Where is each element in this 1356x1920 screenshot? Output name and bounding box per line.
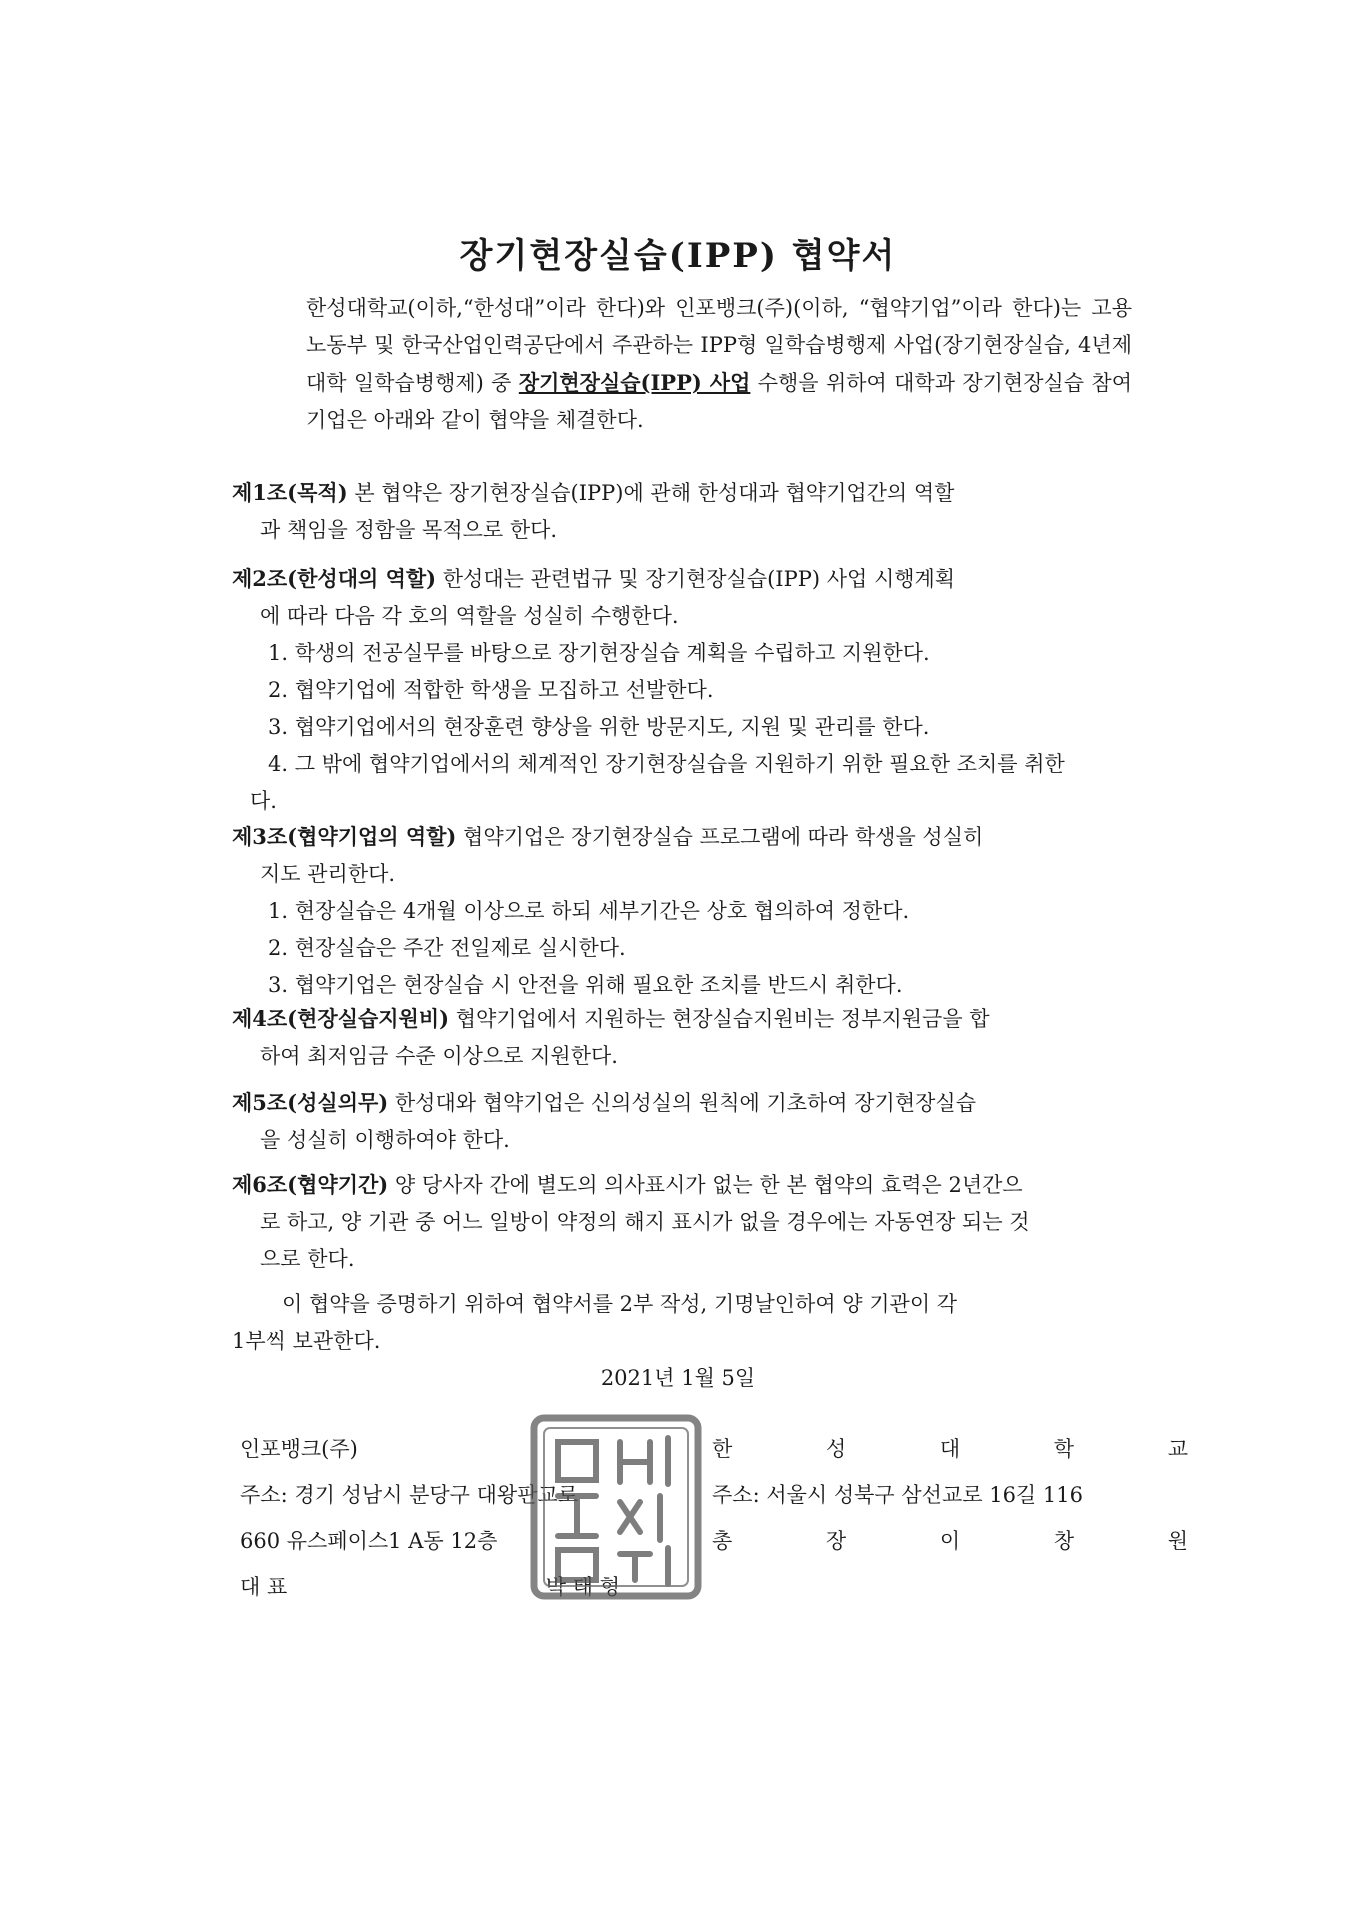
article-2-line [232, 560, 1132, 598]
university-name [712, 1426, 1188, 1472]
article-3-line [232, 818, 1132, 856]
article-3-item-1: 1. 현장실습은 4개월 이상으로 하되 세부기간은 상호 협의하여 정한다. [268, 899, 910, 923]
university-name-char: 대 [939, 1437, 961, 1461]
article-1-line [232, 474, 1132, 512]
representative-name: 박 태 형 [545, 1575, 620, 1599]
article-4-heading: 제4조(현장실습지원비) [232, 1006, 450, 1031]
article-2-continuation: 에 따라 다음 각 호의 역할을 성실히 수행한다. [260, 604, 679, 628]
article-2-item-4: 4. 그 밖에 협약기업에서의 체계적인 장기현장실습을 지원하기 위한 필요한 조치를 취한 [268, 752, 1065, 776]
intro-part2: 수행을 위하여 대학과 장기현장실습 참여 기업은 아래와 같이 협약을 체결한다. [306, 371, 1132, 432]
company-address-line-2: 660 유스페이스1 A동 12층 [240, 1529, 498, 1553]
article-4 [232, 1000, 1132, 1075]
article-5-line [232, 1084, 1132, 1122]
article-1-continuation: 과 책임을 정함을 목적으로 한다. [260, 518, 558, 542]
company-name: 인포뱅크(주) [240, 1437, 358, 1461]
document-title: 장기현장실습(IPP) 협약서 [459, 236, 897, 276]
article-5-body: 한성대와 협약기업은 신의성실의 원칙에 기초하여 장기현장실습 [388, 1091, 976, 1115]
article-2 [232, 560, 1132, 820]
university-name-char: 성 [825, 1437, 847, 1461]
university-name-char: 학 [1053, 1437, 1075, 1461]
article-2-item-1: 1. 학생의 전공실무를 바탕으로 장기현장실습 계획을 수립하고 지원한다. [268, 641, 930, 665]
article-2-body: 한성대는 관련법규 및 장기현장실습(IPP) 사업 시행계획 [436, 567, 956, 591]
article-2-item-2: 2. 협약기업에 적합한 학생을 모집하고 선발한다. [268, 678, 714, 702]
article-6-line [232, 1166, 1132, 1204]
article-2-heading: 제2조(한성대의 역할) [232, 566, 437, 591]
university-signature-block [712, 1426, 1188, 1564]
article-3-heading: 제3조(협약기업의 역할) [232, 824, 457, 849]
article-5-continuation: 을 성실히 이행하여야 한다. [260, 1128, 510, 1152]
president-char: 원 [1167, 1529, 1188, 1553]
closing-paragraph [232, 1286, 1132, 1360]
article-3-item-2: 2. 현장실습은 주간 전일제로 실시한다. [268, 936, 626, 960]
article-6 [232, 1166, 1132, 1278]
intro-part1: 한성대학교(이하,“한성대”이라 한다)와 인포뱅크(주)(이하, “협약기업”이라 한다)는 고용노동부 및 한국산업인력공단에서 주관하는 IPP형 일학습병행제 사업(장기현장실습, 4년제 대학 일학습병행제) 중 [306, 296, 1132, 395]
article-4-body: 협약기업에서 지원하는 현장실습지원비는 정부지원금을 합 [449, 1007, 990, 1031]
company-seal-stamp [528, 1412, 704, 1602]
article-1-heading: 제1조(목적) [232, 480, 348, 505]
article-6-body: 양 당사자 간에 별도의 의사표시가 없는 한 본 협약의 효력은 2년간으 [388, 1173, 1023, 1197]
university-president [712, 1518, 1188, 1564]
article-1-body: 본 협약은 장기현장실습(IPP)에 관해 한성대과 협약기업간의 역할 [347, 481, 955, 505]
intro-emphasis: 장기현장실습(IPP) 사업 [518, 370, 751, 395]
article-3-item-3: 3. 협약기업은 현장실습 시 안전을 위해 필요한 조치를 반드시 취한다. [268, 973, 903, 997]
university-name-char: 교 [1167, 1437, 1188, 1461]
article-3 [232, 818, 1132, 1004]
article-3-continuation: 지도 관리한다. [260, 862, 396, 886]
representative-title: 대 표 [240, 1575, 288, 1599]
closing-line-1: 이 협약을 증명하기 위하여 협약서를 2부 작성, 기명날인하여 양 기관이 각 [282, 1292, 958, 1316]
intro-text [262, 290, 1132, 439]
university-address: 주소: 서울시 성북구 삼선교로 16길 116 [712, 1483, 1083, 1507]
article-5-heading: 제5조(성실의무) [232, 1090, 389, 1115]
article-6-heading: 제6조(협약기간) [232, 1172, 389, 1197]
article-3-body: 협약기업은 장기현장실습 프로그램에 따라 학생을 성실히 [456, 825, 984, 849]
article-2-item-4-wrap: 다. [250, 789, 277, 813]
agreement-date: 2021년 1월 5일 [600, 1366, 756, 1390]
article-4-line [232, 1000, 1132, 1038]
article-4-continuation: 하여 최저임금 수준 이상으로 지원한다. [260, 1044, 618, 1068]
article-6-continuation-1: 로 하고, 양 기관 중 어느 일방이 약정의 해지 표시가 없을 경우에는 자동연장 되는 것 [260, 1210, 1030, 1234]
president-char: 총 [712, 1529, 733, 1553]
university-name-char: 한 [712, 1437, 733, 1461]
article-6-continuation-2: 으로 한다. [260, 1247, 355, 1271]
article-2-item-3: 3. 협약기업에서의 현장훈련 향상을 위한 방문지도, 지원 및 관리를 한다. [268, 715, 930, 739]
article-5 [232, 1084, 1132, 1159]
president-char: 이 [939, 1529, 961, 1553]
president-char: 장 [825, 1529, 847, 1553]
closing-line-2: 1부씩 보관한다. [232, 1329, 381, 1353]
article-1 [232, 474, 1132, 549]
company-address-line-1: 주소: 경기 성남시 분당구 대왕판교로 [240, 1483, 579, 1507]
intro-paragraph [262, 290, 1132, 439]
president-char: 창 [1053, 1529, 1075, 1553]
